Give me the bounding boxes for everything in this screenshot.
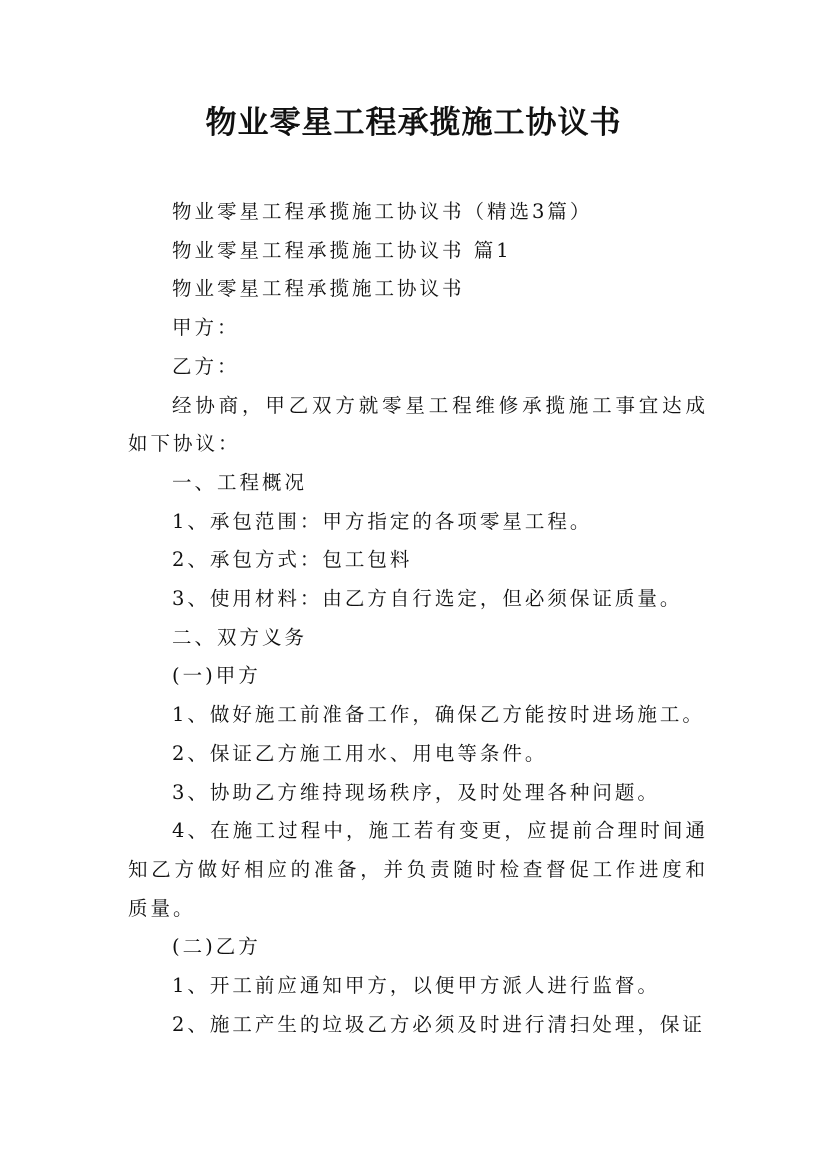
- paragraph: 2、施工产生的垃圾乙方必须及时进行清扫处理，保证: [172, 1012, 705, 1036]
- paragraph: 2、保证乙方施工用水、用电等条件。: [172, 741, 548, 765]
- paragraph: 乙方：: [172, 354, 240, 378]
- paragraph: 甲方：: [172, 316, 240, 340]
- paragraph: 物业零星工程承揽施工协议书 篇1: [172, 238, 512, 262]
- paragraph: 二、双方义务: [172, 625, 308, 649]
- paragraph: 经协商，甲乙双方就零星工程维修承揽施工事宜达成如下协议：: [128, 393, 708, 456]
- paragraph: 物业零星工程承揽施工协议书: [172, 277, 465, 301]
- document-title: 物业零星工程承揽施工协议书: [205, 105, 622, 141]
- paragraph: 4、在施工过程中，施工若有变更，应提前合理时间通知乙方做好相应的准备，并负责随时检查督促工作进度和质量。: [128, 819, 708, 920]
- document-body: [128, 193, 708, 1044]
- paragraph: 1、开工前应通知甲方，以便甲方派人进行监督。: [172, 974, 660, 998]
- paragraph: 1、承包范围：甲方指定的各项零星工程。: [172, 509, 593, 533]
- paragraph: 一、工程概况: [172, 470, 308, 494]
- paragraph: 物业零星工程承揽施工协议书（精选3篇）: [172, 200, 593, 223]
- paragraph: (二)乙方: [172, 935, 261, 959]
- paragraph: (一)甲方: [172, 664, 261, 688]
- paragraph: 1、做好施工前准备工作，确保乙方能按时进场施工。: [172, 703, 705, 727]
- paragraph: 3、使用材料：由乙方自行选定，但必须保证质量。: [172, 587, 683, 611]
- paragraph: 2、承包方式：包工包料: [172, 548, 413, 572]
- paragraph: 3、协助乙方维持现场秩序，及时处理各种问题。: [172, 780, 660, 804]
